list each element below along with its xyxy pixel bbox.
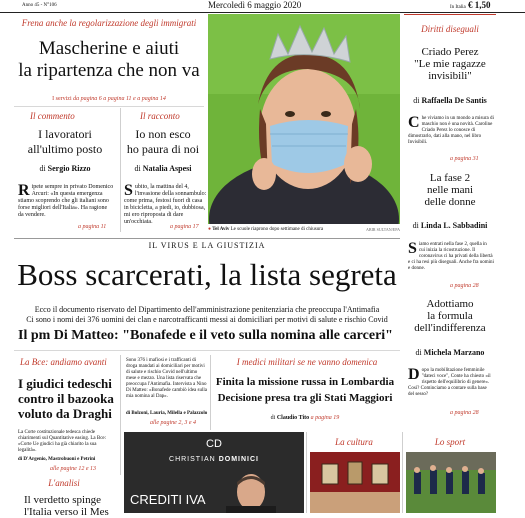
racconto-title-1: Io non esco [135, 127, 191, 141]
caption-author: Tel Aviv [212, 227, 230, 232]
right-item2-author [404, 221, 496, 230]
racconto-by: di [134, 164, 141, 173]
price: € 1,50 [467, 0, 491, 10]
right-item3-body [408, 368, 494, 398]
ad-brand-2: DOMINICI [218, 456, 259, 463]
right-item1-title-3: invisibili" [428, 70, 472, 82]
photo-caption [208, 226, 400, 234]
analisi-title-1: Il verdetto spinge [24, 494, 101, 506]
bce-ref[interactable]: alle pagine 12 e 13 [50, 466, 96, 472]
analisi-title[interactable] [24, 494, 120, 518]
bce-title-1: I giudici tedeschi [18, 376, 112, 391]
right-kicker: Diritti diseguali [421, 24, 479, 34]
commento-ref[interactable]: a pagina 11 [78, 224, 107, 230]
price-line [450, 0, 490, 10]
football-photo [406, 452, 496, 513]
middle-ref[interactable]: alle pagine 2, 3 e 4 [150, 420, 196, 426]
child-with-mask-photo [208, 14, 400, 224]
racconto-author[interactable] [122, 164, 204, 173]
right-item2-title[interactable] [404, 172, 496, 208]
right-item3-text: opo la mobilitazione femminile "dateci voce", Conte ha chiesto «il rispetto dell'equilibrio di genere». Così? Cominciamo a contare sulla base del sesso? [408, 368, 491, 397]
lead-headline-1: Mascherine e aiuti [38, 38, 180, 59]
right-item2-by: di [412, 221, 419, 230]
right-item2-title-3: delle donne [424, 196, 476, 208]
date-line: Mercoledì 6 maggio 2020 [208, 0, 302, 10]
analisi-kicker: L'analisi [48, 478, 80, 488]
column-divider [306, 432, 307, 513]
ad-text: CREDITI IVA [130, 492, 206, 507]
right-item3-author [404, 348, 496, 357]
racconto-kicker: Il racconto [140, 111, 180, 121]
right-item1-dropcap: C [408, 114, 420, 131]
commento-author-name: Sergio Rizzo [47, 164, 91, 173]
caption-credit: ABIR SULTAN/EPA [366, 227, 400, 232]
right-item1-ref[interactable]: a pagina 31 [450, 156, 479, 162]
divider [14, 106, 204, 107]
issue-number: Anno 45 - N°106 [22, 3, 57, 8]
divider [14, 350, 400, 351]
sport-photo[interactable] [406, 452, 496, 513]
cultura-kicker: La cultura [335, 437, 373, 447]
racconto-title-2: ho paura di noi [126, 142, 200, 156]
right-item3-by: di [415, 348, 422, 357]
analisi-title-2: l'Italia verso il Mes [24, 506, 109, 518]
right-item2-title-2: nelle mani [426, 184, 474, 196]
commento-author[interactable] [14, 164, 116, 173]
racconto-text: ubito, la mattina del 4, l'invasione della sonnambulo: come prima, festosi fuori di casa in bicicletta, a piedi, io, dubbiosa, mi ero riproposta di dare un'occhiata. [124, 184, 207, 225]
russia-title-2[interactable]: Decisione presa tra gli Stati Maggiori [217, 392, 393, 404]
racconto-author-name: Natalia Aspesi [142, 164, 192, 173]
divider [14, 238, 400, 239]
right-item3-ref[interactable]: a pagina 28 [450, 410, 479, 416]
commento-title-2: all'ultimo posto [27, 142, 103, 156]
russia-author-name: Claudio Tito [276, 415, 310, 421]
commento-kicker: Il commento [30, 111, 75, 121]
right-item2-ref[interactable]: a pagina 28 [450, 283, 479, 289]
racconto-body [124, 184, 208, 226]
bce-title-2: contro il bazooka [18, 391, 114, 406]
right-item1-body [408, 116, 494, 146]
right-item3-author-name: Michela Marzano [423, 348, 485, 357]
main-kicker: IL VIRUS E LA GIUSTIZIA [148, 241, 266, 250]
right-item1-text: he viviamo in un mondo a misura di maschio non è una novità. Caroline Criado Perez lo conosce di dimostrarlo, dati alla mano, nel libro Invisibili. [408, 116, 494, 145]
middle-authors: di Bolzoni, Lauria, Milella e Palazzolo [126, 411, 208, 416]
right-item2-body [408, 242, 494, 272]
right-item3-title-1: Adottiamo [426, 298, 474, 310]
ad-brand [124, 456, 304, 463]
commento-body [18, 184, 114, 219]
lead-kicker: Frena anche la regolarizzazione degli immigrati [21, 18, 197, 28]
right-item1-title-1: Criado Perez [421, 46, 479, 58]
gallery-photo [310, 452, 400, 513]
bce-kicker: La Bce: andiamo avanti [20, 357, 107, 367]
right-item2-text: iamo entrati nella fase 2, quella in cui inizia la ricostruzione. Il coronavirus ci ha privati della libertà e ci ha resi più diseguali. Anche fra uomini e donne. [408, 242, 494, 271]
right-item1-title-2: "Le mie ragazze [414, 58, 486, 70]
right-item3-title[interactable] [404, 298, 496, 334]
price-prefix: In Italia [450, 5, 466, 10]
russia-author [208, 415, 402, 421]
right-item2-author-name: Linda L. Sabbadini [420, 221, 488, 230]
masthead-rule [0, 12, 525, 13]
lead-photo [208, 14, 400, 224]
sport-kicker: Lo sport [434, 437, 466, 447]
middle-body: Sono 376 i mafiosi e i trafficanti di droga mandati ai domiciliari per motivi di salute e rischio Covid nell'ultimo mese e mezzo. Una lista riservata che preoccupa l'Antimafia. Intervista a Nino Di Matteo: «Bonafede cambiò idea sulla mia nomina al Dap». [126, 358, 207, 399]
right-item3-dropcap: D [408, 366, 420, 383]
right-item1-author-name: Raffaella De Santis [421, 96, 487, 105]
right-item1-title[interactable] [404, 46, 496, 82]
right-item2-title-1: La fase 2 [429, 172, 471, 184]
commento-title-1: I lavoratori [38, 127, 92, 141]
bce-title-3: voluto da Draghi [18, 406, 112, 421]
main-body-1: Ecco il documento riservato del Dipartimento dell'amministrazione penitenziaria che preoccupa l'Antimafia [34, 305, 380, 314]
right-item1-author [404, 96, 496, 105]
lead-headline-2: la ripartenza che non va [18, 60, 200, 81]
russia-title-1[interactable]: Finita la missione russa in Lombardia [215, 376, 395, 388]
column-divider [402, 432, 403, 513]
russia-ref[interactable]: a pagina 19 [310, 415, 340, 421]
main-headline[interactable]: Boss scarcerati, la lista segreta [17, 257, 397, 292]
right-item1-by: di [413, 96, 420, 105]
caption-bullet: ● [208, 227, 212, 232]
right-item2-dropcap: S [408, 240, 417, 257]
ad-logo: CD [206, 438, 222, 450]
caption-text: Le scuole riaprono dopo settimane di chiusura [230, 227, 324, 232]
bce-body: La Corte costituzionale tedesca chiede chiarimenti sul Quantitative easing. La Bce: «Corte Ue giudici ha già chiarito la sua legalità». [18, 430, 107, 453]
column-divider [120, 355, 121, 475]
racconto-dropcap: S [124, 182, 133, 199]
services-label: I servizi [52, 96, 72, 102]
right-item3-title-2: la formula [427, 310, 473, 322]
commento-dropcap: R [18, 182, 30, 199]
russia-kicker: I medici militari se ne vanno domenica [236, 357, 378, 367]
cultura-photo[interactable] [310, 452, 400, 513]
bce-title[interactable] [18, 376, 118, 421]
racconto-ref[interactable]: a pagina 17 [170, 224, 199, 230]
lead-services[interactable] [14, 95, 204, 103]
commento-by: di [39, 164, 46, 173]
russia-by: di [270, 415, 276, 421]
advertisement[interactable] [124, 432, 304, 513]
services-ref: da pagina 6 a pagina 11 e a pagina 14 [73, 96, 166, 102]
ad-portrait [216, 472, 286, 513]
column-divider [120, 108, 121, 232]
commento-text: ipete sempre in privato Domenico Arcuri: «In questa emergenza stiamo scoprendo che gli italiani sono forse migliori dell'Italia». Ha ragione da vendere. [18, 184, 114, 218]
main-subhead[interactable]: Il pm Di Matteo: "Bonafede e il veto sulla nomina alle carceri" [18, 328, 393, 343]
ad-brand-1: CHRISTIAN [169, 456, 216, 463]
right-item3-title-3: dell'indifferenza [414, 322, 486, 334]
bce-authors: di D'Argenio, Mastrobuoni e Petrini [18, 457, 96, 462]
main-body-2: Ci sono i nomi dei 376 uomini dei clan e narcotrafficanti messi ai domiciliari per motivi di salute e rischio Covid [26, 315, 388, 324]
